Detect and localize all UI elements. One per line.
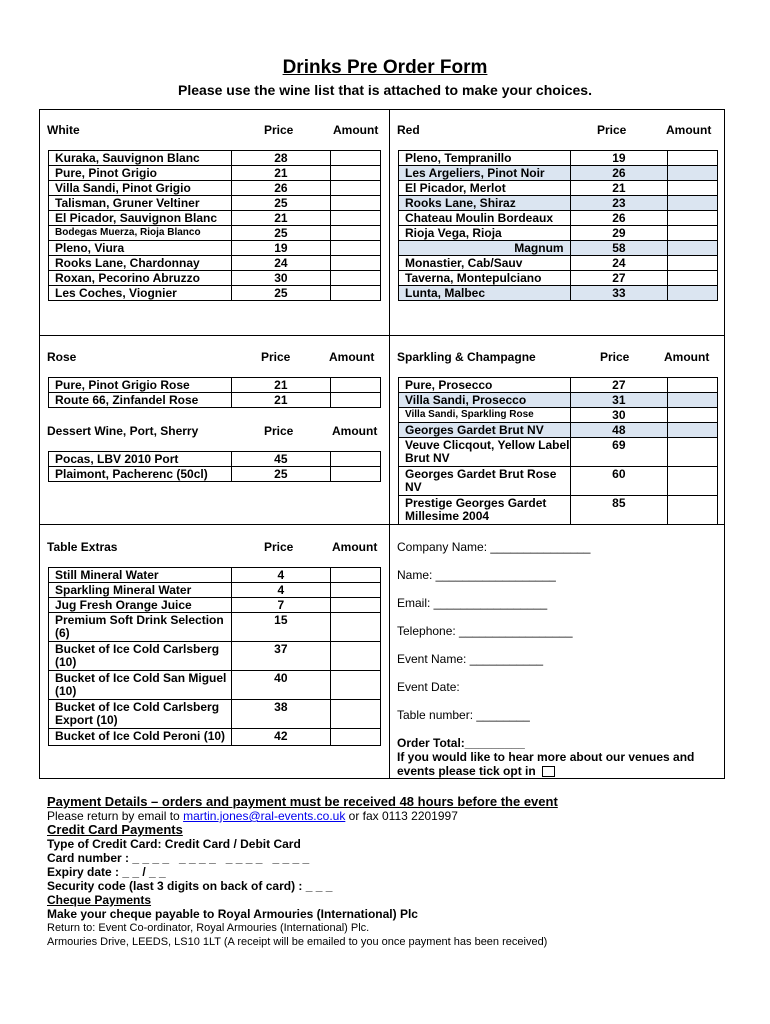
amount-field[interactable]: [668, 408, 718, 423]
table-row: [399, 438, 718, 467]
wine-name: El Picador, Sauvignon Blanc: [49, 211, 232, 226]
table-row: [49, 671, 381, 700]
extra-name: Bucket of Ice Cold San Miguel (10): [49, 671, 232, 700]
amount-field[interactable]: [668, 438, 718, 467]
table-row: [399, 181, 718, 196]
name-field[interactable]: Name: __________________: [397, 568, 556, 582]
amount-field[interactable]: [668, 271, 718, 286]
page-title: Drinks Pre Order Form: [282, 57, 488, 78]
amount-field[interactable]: [331, 393, 381, 408]
wine-name: Georges Gardet Brut NV: [399, 423, 571, 438]
wine-price: 24: [231, 256, 331, 271]
table-row: [399, 271, 718, 286]
wine-name: Villa Sandi, Sparkling Rose: [399, 408, 571, 423]
telephone-field[interactable]: Telephone: _________________: [397, 624, 573, 638]
table-row: [49, 700, 381, 729]
table-row: [49, 256, 381, 271]
return-line: [47, 809, 747, 823]
wine-name: Rioja Vega, Rioja: [399, 226, 571, 241]
email-link[interactable]: martin.jones@ral-events.co.uk: [183, 809, 346, 823]
table-row: [49, 568, 381, 583]
wine-name: Route 66, Zinfandel Rose: [49, 393, 232, 408]
amount-field[interactable]: [331, 642, 381, 671]
extra-name: Bucket of Ice Cold Carlsberg Export (10): [49, 700, 232, 729]
table-row: [399, 408, 718, 423]
wine-price: 24: [570, 256, 668, 271]
extra-price: 42: [231, 729, 331, 746]
table-row: [49, 241, 381, 256]
wine-name: Pure, Pinot Grigio: [49, 166, 232, 181]
table-row: [399, 166, 718, 181]
extras-amount-header: Amount: [332, 540, 378, 554]
wine-name: Pleno, Tempranillo: [399, 151, 571, 166]
table-row: [49, 467, 381, 482]
amount-field[interactable]: [331, 181, 381, 196]
wine-price: 25: [231, 226, 331, 241]
page-subtitle: Please use the wine list that is attached to make your choices.: [178, 82, 592, 98]
table-row: [49, 211, 381, 226]
wine-name: Veuve Clicqout, Yellow Label Brut NV: [399, 438, 571, 467]
table-row: [49, 271, 381, 286]
amount-field[interactable]: [668, 286, 718, 301]
table-row: [49, 166, 381, 181]
email-field[interactable]: Email: _________________: [397, 596, 548, 610]
amount-field[interactable]: [331, 598, 381, 613]
white-amount-header: Amount: [333, 123, 379, 137]
dessert-price-header: Price: [264, 424, 294, 438]
wine-price: 23: [570, 196, 668, 211]
card-number-field[interactable]: Card number : _ _ _ _ _ _ _ _ _ _ _ _ _ _ _ _: [47, 851, 310, 865]
sparkling-wine-table: [398, 377, 718, 525]
white-heading: White: [47, 123, 80, 137]
wine-name: Prestige Georges Gardet Millesime 2004: [399, 496, 571, 525]
table-row: [49, 226, 381, 241]
table-row: [49, 151, 381, 166]
wine-price: 60: [570, 467, 668, 496]
return-suffix: or fax 0113 2201997: [345, 809, 458, 823]
amount-field[interactable]: [331, 583, 381, 598]
table-row: [49, 583, 381, 598]
rose-heading: Rose: [47, 350, 77, 364]
extras-price-header: Price: [264, 540, 294, 554]
extra-name: Still Mineral Water: [49, 568, 232, 583]
wine-price: 21: [231, 378, 331, 393]
extra-name: Bucket of Ice Cold Carlsberg (10): [49, 642, 232, 671]
wine-price: 33: [570, 286, 668, 301]
extra-price: 15: [231, 613, 331, 642]
company-name-field[interactable]: Company Name: _______________: [397, 540, 591, 554]
amount-field[interactable]: [668, 166, 718, 181]
wine-price: 27: [570, 378, 668, 393]
table-row: [399, 226, 718, 241]
extra-price: 40: [231, 671, 331, 700]
table-row: [399, 151, 718, 166]
amount-field[interactable]: [668, 196, 718, 211]
wine-name: Taverna, Montepulciano: [399, 271, 571, 286]
amount-field[interactable]: [331, 166, 381, 181]
sparkling-heading: Sparkling & Champagne: [397, 350, 536, 364]
wine-price: 30: [231, 271, 331, 286]
sparkling-price-header: Price: [600, 350, 630, 364]
rose-price-header: Price: [261, 350, 291, 364]
wine-price: 21: [570, 181, 668, 196]
amount-field[interactable]: [331, 671, 381, 700]
address-text: Armouries Drive, LEEDS, LS10 1LT (A receipt will be emailed to you once payment has been received): [47, 936, 548, 948]
table-row: [399, 423, 718, 438]
extra-price: 38: [231, 700, 331, 729]
table-row: [49, 393, 381, 408]
table-row: [399, 496, 718, 525]
amount-field[interactable]: [331, 241, 381, 256]
wine-price: 25: [231, 467, 331, 482]
wine-price: 19: [570, 151, 668, 166]
amount-field[interactable]: [331, 467, 381, 482]
wine-price: 21: [231, 211, 331, 226]
wine-price: 25: [231, 286, 331, 301]
amount-field[interactable]: [668, 226, 718, 241]
red-price-header: Price: [597, 123, 627, 137]
extra-price: 4: [231, 568, 331, 583]
wine-price: 21: [231, 166, 331, 181]
wine-name: Les Coches, Viognier: [49, 286, 232, 301]
wine-price: 27: [570, 271, 668, 286]
table-row: [399, 467, 718, 496]
amount-field[interactable]: [331, 226, 381, 241]
wine-price: 45: [231, 452, 331, 467]
table-row: [49, 598, 381, 613]
table-row: [49, 729, 381, 746]
amount-field[interactable]: [668, 181, 718, 196]
red-wine-table: [398, 150, 718, 301]
wine-price: 58: [570, 241, 668, 256]
grid-divider-vertical: [389, 109, 390, 778]
table-row: [49, 286, 381, 301]
extra-name: Premium Soft Drink Selection (6): [49, 613, 232, 642]
return-to-text: Return to: Event Co-ordinator, Royal Armouries (International) Plc.: [47, 922, 370, 934]
wine-price: 29: [570, 226, 668, 241]
amount-field[interactable]: [668, 241, 718, 256]
amount-field[interactable]: [668, 423, 718, 438]
wine-name: Rooks Lane, Chardonnay: [49, 256, 232, 271]
amount-field[interactable]: [668, 211, 718, 226]
table-row: [399, 196, 718, 211]
amount-field[interactable]: [331, 271, 381, 286]
extra-price: 7: [231, 598, 331, 613]
table-row: [49, 613, 381, 642]
order-total-field[interactable]: Order Total:_________: [397, 736, 525, 750]
extra-name: Sparkling Mineral Water: [49, 583, 232, 598]
table-row: [399, 241, 718, 256]
expiry-date-field[interactable]: Expiry date : _ _ / _ _: [47, 865, 166, 879]
wine-name: El Picador, Merlot: [399, 181, 571, 196]
table-row: [399, 393, 718, 408]
credit-card-heading: Credit Card Payments: [47, 822, 183, 837]
opt-in-row: [397, 750, 722, 778]
white-wine-table: [48, 150, 381, 301]
dessert-amount-header: Amount: [332, 424, 378, 438]
wine-price: 26: [570, 211, 668, 226]
white-price-header: Price: [264, 123, 294, 137]
table-row: [399, 286, 718, 301]
wine-name: Monastier, Cab/Sauv: [399, 256, 571, 271]
amount-field[interactable]: [668, 496, 718, 525]
amount-field[interactable]: [331, 378, 381, 393]
cheque-heading: Cheque Payments: [47, 893, 152, 907]
wine-name: Pure, Prosecco: [399, 378, 571, 393]
red-amount-header: Amount: [666, 123, 712, 137]
table-row: [49, 452, 381, 467]
amount-field[interactable]: [668, 467, 718, 496]
amount-field[interactable]: [331, 196, 381, 211]
security-code-field[interactable]: Security code (last 3 digits on back of card) : _ _ _: [47, 879, 333, 893]
amount-field[interactable]: [668, 151, 718, 166]
amount-field[interactable]: [331, 452, 381, 467]
wine-price: 85: [570, 496, 668, 525]
dessert-wine-table: [48, 451, 381, 482]
amount-field[interactable]: [668, 256, 718, 271]
wine-price: 26: [570, 166, 668, 181]
wine-name: Bodegas Muerza, Rioja Blanco: [49, 226, 232, 241]
amount-field[interactable]: [331, 151, 381, 166]
amount-field[interactable]: [331, 568, 381, 583]
wine-price: 48: [570, 423, 668, 438]
wine-price: 69: [570, 438, 668, 467]
extra-name: Jug Fresh Orange Juice: [49, 598, 232, 613]
wine-price: 31: [570, 393, 668, 408]
wine-price: 19: [231, 241, 331, 256]
table-row: [399, 211, 718, 226]
amount-field[interactable]: [331, 256, 381, 271]
cheque-payable-text: Make your cheque payable to Royal Armouries (International) Plc: [47, 907, 418, 921]
wine-name: Talisman, Gruner Veltiner: [49, 196, 232, 211]
opt-in-text: If you would like to hear more about our venues and events please tick opt in: [397, 750, 695, 778]
wine-price: 26: [231, 181, 331, 196]
card-type-field[interactable]: Type of Credit Card: Credit Card / Debit Card: [47, 837, 301, 851]
wine-name: Plaimont, Pacherenc (50cl): [49, 467, 232, 482]
wine-name: Pure, Pinot Grigio Rose: [49, 378, 232, 393]
wine-name: Pleno, Viura: [49, 241, 232, 256]
sparkling-amount-header: Amount: [664, 350, 710, 364]
amount-field[interactable]: [331, 286, 381, 301]
wine-name: Villa Sandi, Pinot Grigio: [49, 181, 232, 196]
wine-name: Roxan, Pecorino Abruzzo: [49, 271, 232, 286]
wine-name: Kuraka, Sauvignon Blanc: [49, 151, 232, 166]
event-name-field[interactable]: Event Name: ___________: [397, 652, 544, 666]
rose-amount-header: Amount: [329, 350, 375, 364]
extra-price: 37: [231, 642, 331, 671]
event-date-field[interactable]: Event Date:: [397, 680, 460, 694]
amount-field[interactable]: [668, 393, 718, 408]
wine-name: Lunta, Malbec: [399, 286, 571, 301]
wine-name: Pocas, LBV 2010 Port: [49, 452, 232, 467]
return-prefix: Please return by email to: [47, 809, 184, 823]
wine-name: Chateau Moulin Bordeaux: [399, 211, 571, 226]
red-heading: Red: [397, 123, 420, 137]
wine-price: 30: [570, 408, 668, 423]
extra-name: Bucket of Ice Cold Peroni (10): [49, 729, 232, 746]
table-row: [49, 642, 381, 671]
wine-name: Rooks Lane, Shiraz: [399, 196, 571, 211]
extra-price: 4: [231, 583, 331, 598]
wine-name: Villa Sandi, Prosecco: [399, 393, 571, 408]
amount-field[interactable]: [331, 613, 381, 642]
wine-price: 25: [231, 196, 331, 211]
table-row: [399, 256, 718, 271]
table-row: [49, 378, 381, 393]
wine-price: 28: [231, 151, 331, 166]
extras-heading: Table Extras: [47, 540, 118, 554]
wine-name: Les Argeliers, Pinot Noir: [399, 166, 571, 181]
table-row: [49, 196, 381, 211]
opt-in-checkbox[interactable]: [542, 766, 555, 777]
rose-wine-table: [48, 377, 381, 408]
amount-field[interactable]: [668, 378, 718, 393]
wine-name: Magnum: [399, 241, 571, 256]
payment-section: [47, 795, 747, 949]
extras-table: [48, 567, 381, 746]
table-row: [399, 378, 718, 393]
grid-divider-row1: [39, 335, 724, 336]
table-number-field[interactable]: Table number: ________: [397, 708, 530, 722]
dessert-heading: Dessert Wine, Port, Sherry: [47, 424, 199, 438]
wine-name: Georges Gardet Brut Rose NV: [399, 467, 571, 496]
amount-field[interactable]: [331, 729, 381, 746]
wine-price: 21: [231, 393, 331, 408]
amount-field[interactable]: [331, 211, 381, 226]
amount-field[interactable]: [331, 700, 381, 729]
payment-heading: Payment Details – orders and payment must be received 48 hours before the event: [47, 794, 558, 809]
table-row: [49, 181, 381, 196]
